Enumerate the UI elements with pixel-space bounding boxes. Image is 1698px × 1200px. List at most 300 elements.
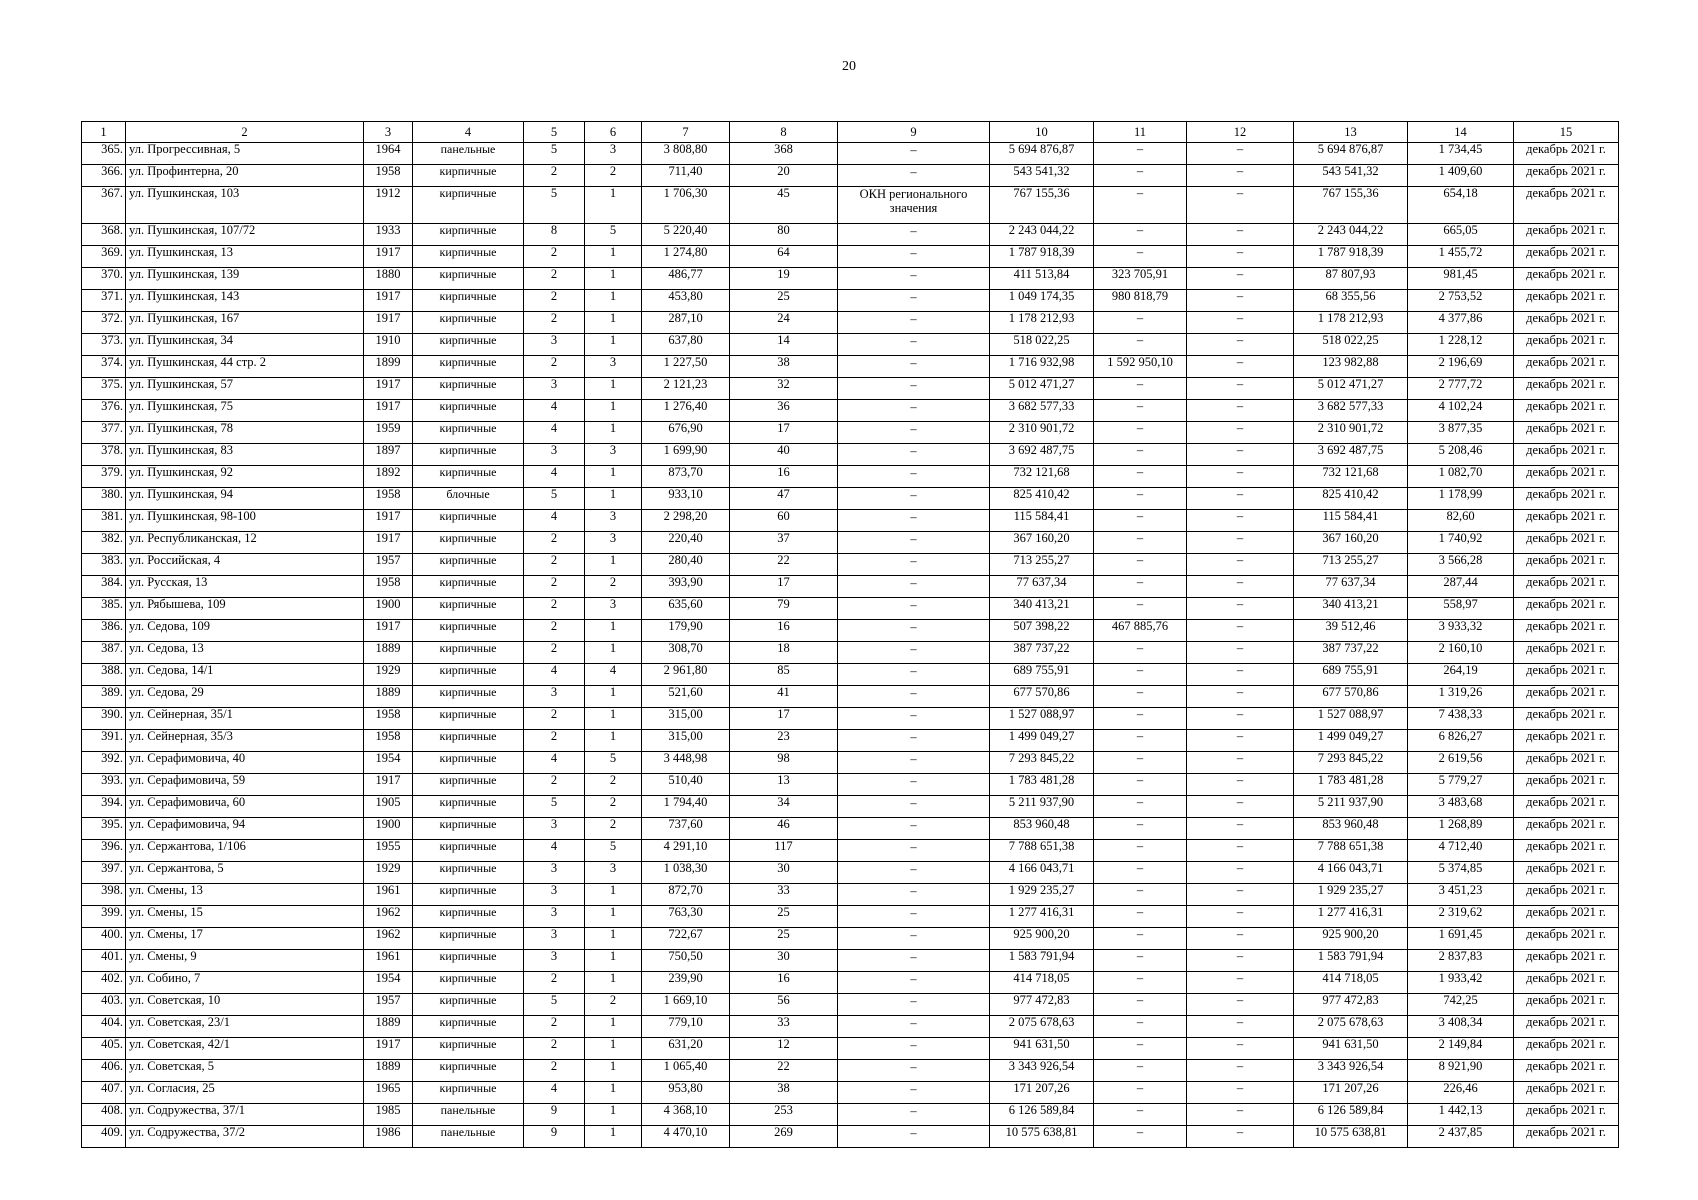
row-number-cell: 395.: [82, 818, 126, 840]
column-number-header: 3: [364, 122, 413, 143]
floors-cell: 9: [524, 1104, 585, 1126]
deadline-cell: декабрь 2021 г.: [1514, 334, 1619, 356]
entrances-cell: 3: [585, 532, 642, 554]
cost-col13-cell: 1 929 235,27: [1294, 884, 1408, 906]
cost-per-unit-cell: 4 377,86: [1408, 312, 1514, 334]
cost-per-unit-cell: 742,25: [1408, 994, 1514, 1016]
year-cell: 1957: [364, 554, 413, 576]
area-cell: 637,80: [642, 334, 730, 356]
heritage-status-cell: –: [838, 532, 990, 554]
deadline-cell: декабрь 2021 г.: [1514, 224, 1619, 246]
year-cell: 1917: [364, 620, 413, 642]
heritage-status-cell: –: [838, 642, 990, 664]
address-cell: ул. Смены, 17: [126, 928, 364, 950]
row-number-cell: 400.: [82, 928, 126, 950]
entrances-cell: 5: [585, 840, 642, 862]
residents-cell: 22: [730, 554, 838, 576]
deadline-cell: декабрь 2021 г.: [1514, 422, 1619, 444]
cost-col11-cell: –: [1094, 774, 1187, 796]
cost-col11-cell: –: [1094, 143, 1187, 165]
area-cell: 953,80: [642, 1082, 730, 1104]
heritage-status-cell: –: [838, 862, 990, 884]
heritage-status-cell: –: [838, 400, 990, 422]
floors-cell: 2: [524, 576, 585, 598]
cost-per-unit-cell: 2 619,56: [1408, 752, 1514, 774]
entrances-cell: 2: [585, 774, 642, 796]
entrances-cell: 1: [585, 334, 642, 356]
wall-material-cell: кирпичные: [413, 290, 524, 312]
table-row: [82, 884, 1619, 906]
wall-material-cell: кирпичные: [413, 1038, 524, 1060]
cost-col13-cell: 387 737,22: [1294, 642, 1408, 664]
cost-col13-cell: 1 277 416,31: [1294, 906, 1408, 928]
cost-col13-cell: 4 166 043,71: [1294, 862, 1408, 884]
cost-col13-cell: 1 787 918,39: [1294, 246, 1408, 268]
cost-col13-cell: 123 982,88: [1294, 356, 1408, 378]
address-cell: ул. Седова, 14/1: [126, 664, 364, 686]
cost-col12-cell: –: [1187, 378, 1294, 400]
address-cell: ул. Профинтерна, 20: [126, 165, 364, 187]
heritage-status-cell: –: [838, 752, 990, 774]
cost-col12-cell: –: [1187, 268, 1294, 290]
address-cell: ул. Серафимовича, 59: [126, 774, 364, 796]
address-cell: ул. Серафимовича, 94: [126, 818, 364, 840]
address-cell: ул. Седова, 13: [126, 642, 364, 664]
residents-cell: 25: [730, 906, 838, 928]
cost-col13-cell: 2 310 901,72: [1294, 422, 1408, 444]
area-cell: 1 699,90: [642, 444, 730, 466]
cost-col12-cell: –: [1187, 1016, 1294, 1038]
column-number-header: 2: [126, 122, 364, 143]
area-cell: 2 121,23: [642, 378, 730, 400]
heritage-status-cell: –: [838, 950, 990, 972]
residents-cell: 36: [730, 400, 838, 422]
cost-col13-cell: 3 692 487,75: [1294, 444, 1408, 466]
cost-per-unit-cell: 3 408,34: [1408, 1016, 1514, 1038]
cost-per-unit-cell: 3 877,35: [1408, 422, 1514, 444]
row-number-cell: 375.: [82, 378, 126, 400]
wall-material-cell: кирпичные: [413, 510, 524, 532]
deadline-cell: декабрь 2021 г.: [1514, 246, 1619, 268]
cost-col11-cell: –: [1094, 730, 1187, 752]
cost-col11-cell: –: [1094, 708, 1187, 730]
row-number-cell: 405.: [82, 1038, 126, 1060]
floors-cell: 4: [524, 400, 585, 422]
deadline-cell: декабрь 2021 г.: [1514, 165, 1619, 187]
cost-col13-cell: 825 410,42: [1294, 488, 1408, 510]
floors-cell: 3: [524, 686, 585, 708]
cost-col12-cell: –: [1187, 708, 1294, 730]
heritage-status-cell: –: [838, 1082, 990, 1104]
residents-cell: 33: [730, 884, 838, 906]
cost-per-unit-cell: 4 712,40: [1408, 840, 1514, 862]
table-row: [82, 708, 1619, 730]
entrances-cell: 1: [585, 488, 642, 510]
total-cost-cell: 10 575 638,81: [990, 1126, 1094, 1148]
residents-cell: 47: [730, 488, 838, 510]
cost-per-unit-cell: 1 268,89: [1408, 818, 1514, 840]
deadline-cell: декабрь 2021 г.: [1514, 642, 1619, 664]
area-cell: 1 227,50: [642, 356, 730, 378]
floors-cell: 2: [524, 620, 585, 642]
cost-col13-cell: 10 575 638,81: [1294, 1126, 1408, 1148]
heritage-status-cell: –: [838, 972, 990, 994]
entrances-cell: 3: [585, 510, 642, 532]
cost-col12-cell: –: [1187, 796, 1294, 818]
deadline-cell: декабрь 2021 г.: [1514, 532, 1619, 554]
year-cell: 1958: [364, 576, 413, 598]
area-cell: 453,80: [642, 290, 730, 312]
heritage-status-cell: –: [838, 818, 990, 840]
year-cell: 1954: [364, 972, 413, 994]
heritage-status-cell: –: [838, 576, 990, 598]
cost-per-unit-cell: 2 149,84: [1408, 1038, 1514, 1060]
residents-cell: 80: [730, 224, 838, 246]
year-cell: 1917: [364, 246, 413, 268]
table-row: [82, 312, 1619, 334]
cost-col11-cell: –: [1094, 466, 1187, 488]
cost-col13-cell: 5 694 876,87: [1294, 143, 1408, 165]
area-cell: 711,40: [642, 165, 730, 187]
heritage-status-cell: –: [838, 510, 990, 532]
residents-cell: 32: [730, 378, 838, 400]
total-cost-cell: 1 583 791,94: [990, 950, 1094, 972]
heritage-status-cell: –: [838, 1060, 990, 1082]
area-cell: 287,10: [642, 312, 730, 334]
total-cost-cell: 171 207,26: [990, 1082, 1094, 1104]
year-cell: 1917: [364, 378, 413, 400]
residents-cell: 79: [730, 598, 838, 620]
cost-col12-cell: –: [1187, 290, 1294, 312]
row-number-cell: 399.: [82, 906, 126, 928]
cost-per-unit-cell: 654,18: [1408, 187, 1514, 224]
cost-col13-cell: 925 900,20: [1294, 928, 1408, 950]
cost-col13-cell: 941 631,50: [1294, 1038, 1408, 1060]
table-row: [82, 400, 1619, 422]
entrances-cell: 1: [585, 972, 642, 994]
cost-per-unit-cell: 1 319,26: [1408, 686, 1514, 708]
table-row: [82, 862, 1619, 884]
wall-material-cell: кирпичные: [413, 972, 524, 994]
entrances-cell: 1: [585, 378, 642, 400]
heritage-status-cell: –: [838, 664, 990, 686]
table-body: [82, 143, 1619, 1148]
residents-cell: 16: [730, 466, 838, 488]
address-cell: ул. Пушкинская, 103: [126, 187, 364, 224]
cost-per-unit-cell: 2 753,52: [1408, 290, 1514, 312]
cost-per-unit-cell: 2 837,83: [1408, 950, 1514, 972]
table-row: [82, 165, 1619, 187]
address-cell: ул. Пушкинская, 167: [126, 312, 364, 334]
deadline-cell: декабрь 2021 г.: [1514, 906, 1619, 928]
deadline-cell: декабрь 2021 г.: [1514, 1060, 1619, 1082]
deadline-cell: декабрь 2021 г.: [1514, 143, 1619, 165]
row-number-cell: 407.: [82, 1082, 126, 1104]
deadline-cell: декабрь 2021 г.: [1514, 378, 1619, 400]
area-cell: 1 065,40: [642, 1060, 730, 1082]
total-cost-cell: 518 022,25: [990, 334, 1094, 356]
wall-material-cell: кирпичные: [413, 268, 524, 290]
heritage-status-cell: –: [838, 422, 990, 444]
cost-col13-cell: 732 121,68: [1294, 466, 1408, 488]
residents-cell: 40: [730, 444, 838, 466]
column-number-header: 1: [82, 122, 126, 143]
wall-material-cell: панельные: [413, 1126, 524, 1148]
year-cell: 1900: [364, 598, 413, 620]
area-cell: 179,90: [642, 620, 730, 642]
address-cell: ул. Пушкинская, 107/72: [126, 224, 364, 246]
total-cost-cell: 7 788 651,38: [990, 840, 1094, 862]
area-cell: 486,77: [642, 268, 730, 290]
table-row: [82, 246, 1619, 268]
cost-col12-cell: –: [1187, 1038, 1294, 1060]
total-cost-cell: 825 410,42: [990, 488, 1094, 510]
address-cell: ул. Пушкинская, 98-100: [126, 510, 364, 532]
entrances-cell: 1: [585, 246, 642, 268]
row-number-cell: 371.: [82, 290, 126, 312]
year-cell: 1955: [364, 840, 413, 862]
row-number-cell: 401.: [82, 950, 126, 972]
floors-cell: 5: [524, 994, 585, 1016]
cost-col12-cell: –: [1187, 884, 1294, 906]
column-number-header: 15: [1514, 122, 1619, 143]
entrances-cell: 1: [585, 290, 642, 312]
cost-col11-cell: –: [1094, 928, 1187, 950]
floors-cell: 2: [524, 1038, 585, 1060]
cost-per-unit-cell: 2 777,72: [1408, 378, 1514, 400]
area-cell: 510,40: [642, 774, 730, 796]
cost-col13-cell: 39 512,46: [1294, 620, 1408, 642]
table-row: [82, 422, 1619, 444]
residents-cell: 25: [730, 928, 838, 950]
wall-material-cell: кирпичные: [413, 466, 524, 488]
table-row: [82, 796, 1619, 818]
year-cell: 1957: [364, 994, 413, 1016]
address-cell: ул. Советская, 10: [126, 994, 364, 1016]
wall-material-cell: кирпичные: [413, 752, 524, 774]
cost-col13-cell: 77 637,34: [1294, 576, 1408, 598]
residents-cell: 17: [730, 422, 838, 444]
total-cost-cell: 977 472,83: [990, 994, 1094, 1016]
row-number-cell: 376.: [82, 400, 126, 422]
residents-cell: 98: [730, 752, 838, 774]
column-number-header: 10: [990, 122, 1094, 143]
table-row: [82, 1082, 1619, 1104]
housing-register-table: [81, 121, 1619, 1148]
year-cell: 1962: [364, 928, 413, 950]
floors-cell: 4: [524, 840, 585, 862]
address-cell: ул. Серафимовича, 40: [126, 752, 364, 774]
cost-col12-cell: –: [1187, 928, 1294, 950]
cost-col12-cell: –: [1187, 334, 1294, 356]
entrances-cell: 1: [585, 1038, 642, 1060]
deadline-cell: декабрь 2021 г.: [1514, 290, 1619, 312]
year-cell: 1889: [364, 1016, 413, 1038]
total-cost-cell: 1 716 932,98: [990, 356, 1094, 378]
floors-cell: 2: [524, 642, 585, 664]
address-cell: ул. Прогрессивная, 5: [126, 143, 364, 165]
cost-col12-cell: –: [1187, 466, 1294, 488]
row-number-cell: 380.: [82, 488, 126, 510]
cost-col13-cell: 340 413,21: [1294, 598, 1408, 620]
row-number-cell: 374.: [82, 356, 126, 378]
floors-cell: 2: [524, 312, 585, 334]
total-cost-cell: 1 277 416,31: [990, 906, 1094, 928]
year-cell: 1933: [364, 224, 413, 246]
year-cell: 1910: [364, 334, 413, 356]
heritage-status-cell: –: [838, 1038, 990, 1060]
cost-col12-cell: –: [1187, 1082, 1294, 1104]
address-cell: ул. Пушкинская, 94: [126, 488, 364, 510]
floors-cell: 3: [524, 862, 585, 884]
heritage-status-cell: –: [838, 224, 990, 246]
cost-col13-cell: 5 012 471,27: [1294, 378, 1408, 400]
deadline-cell: декабрь 2021 г.: [1514, 972, 1619, 994]
residents-cell: 64: [730, 246, 838, 268]
row-number-cell: 369.: [82, 246, 126, 268]
entrances-cell: 1: [585, 466, 642, 488]
year-cell: 1880: [364, 268, 413, 290]
area-cell: 1 794,40: [642, 796, 730, 818]
cost-col12-cell: –: [1187, 752, 1294, 774]
cost-col12-cell: –: [1187, 840, 1294, 862]
cost-per-unit-cell: 2 196,69: [1408, 356, 1514, 378]
heritage-status-cell: –: [838, 444, 990, 466]
floors-cell: 2: [524, 290, 585, 312]
total-cost-cell: 3 682 577,33: [990, 400, 1094, 422]
area-cell: 872,70: [642, 884, 730, 906]
cost-col13-cell: 767 155,36: [1294, 187, 1408, 224]
entrances-cell: 2: [585, 796, 642, 818]
area-cell: 631,20: [642, 1038, 730, 1060]
total-cost-cell: 3 692 487,75: [990, 444, 1094, 466]
residents-cell: 30: [730, 950, 838, 972]
entrances-cell: 2: [585, 576, 642, 598]
cost-col13-cell: 977 472,83: [1294, 994, 1408, 1016]
table-row: [82, 334, 1619, 356]
cost-col12-cell: –: [1187, 488, 1294, 510]
wall-material-cell: кирпичные: [413, 187, 524, 224]
floors-cell: 4: [524, 752, 585, 774]
floors-cell: 3: [524, 928, 585, 950]
entrances-cell: 1: [585, 686, 642, 708]
address-cell: ул. Пушкинская, 13: [126, 246, 364, 268]
cost-per-unit-cell: 665,05: [1408, 224, 1514, 246]
entrances-cell: 3: [585, 444, 642, 466]
year-cell: 1917: [364, 774, 413, 796]
heritage-status-cell: –: [838, 488, 990, 510]
heritage-status-cell: –: [838, 334, 990, 356]
deadline-cell: декабрь 2021 г.: [1514, 730, 1619, 752]
year-cell: 1959: [364, 422, 413, 444]
wall-material-cell: кирпичные: [413, 312, 524, 334]
address-cell: ул. Сержантова, 5: [126, 862, 364, 884]
cost-col13-cell: 689 755,91: [1294, 664, 1408, 686]
cost-per-unit-cell: 2 319,62: [1408, 906, 1514, 928]
heritage-status-cell: –: [838, 378, 990, 400]
deadline-cell: декабрь 2021 г.: [1514, 268, 1619, 290]
total-cost-cell: 1 783 481,28: [990, 774, 1094, 796]
wall-material-cell: кирпичные: [413, 642, 524, 664]
area-cell: 4 291,10: [642, 840, 730, 862]
residents-cell: 56: [730, 994, 838, 1016]
deadline-cell: декабрь 2021 г.: [1514, 620, 1619, 642]
entrances-cell: 1: [585, 400, 642, 422]
table-row: [82, 686, 1619, 708]
address-cell: ул. Смены, 9: [126, 950, 364, 972]
cost-col11-cell: –: [1094, 1126, 1187, 1148]
address-cell: ул. Пушкинская, 143: [126, 290, 364, 312]
cost-col13-cell: 518 022,25: [1294, 334, 1408, 356]
area-cell: 4 470,10: [642, 1126, 730, 1148]
area-cell: 1 038,30: [642, 862, 730, 884]
address-cell: ул. Седова, 29: [126, 686, 364, 708]
residents-cell: 45: [730, 187, 838, 224]
wall-material-cell: кирпичные: [413, 165, 524, 187]
row-number-cell: 393.: [82, 774, 126, 796]
cost-col11-cell: 1 592 950,10: [1094, 356, 1187, 378]
wall-material-cell: кирпичные: [413, 818, 524, 840]
total-cost-cell: 414 718,05: [990, 972, 1094, 994]
floors-cell: 3: [524, 444, 585, 466]
wall-material-cell: кирпичные: [413, 378, 524, 400]
year-cell: 1917: [364, 1038, 413, 1060]
table-row: [82, 1038, 1619, 1060]
residents-cell: 33: [730, 1016, 838, 1038]
cost-col13-cell: 6 126 589,84: [1294, 1104, 1408, 1126]
row-number-cell: 390.: [82, 708, 126, 730]
floors-cell: 2: [524, 246, 585, 268]
table-row: [82, 620, 1619, 642]
row-number-cell: 377.: [82, 422, 126, 444]
floors-cell: 3: [524, 334, 585, 356]
table-row: [82, 576, 1619, 598]
row-number-cell: 372.: [82, 312, 126, 334]
cost-col13-cell: 414 718,05: [1294, 972, 1408, 994]
cost-col11-cell: 323 705,91: [1094, 268, 1187, 290]
table-row: [82, 187, 1619, 224]
cost-col12-cell: –: [1187, 1104, 1294, 1126]
residents-cell: 41: [730, 686, 838, 708]
heritage-status-cell: –: [838, 796, 990, 818]
cost-per-unit-cell: 558,97: [1408, 598, 1514, 620]
row-number-cell: 386.: [82, 620, 126, 642]
address-cell: ул. Седова, 109: [126, 620, 364, 642]
cost-per-unit-cell: 3 483,68: [1408, 796, 1514, 818]
table-row: [82, 840, 1619, 862]
cost-col12-cell: –: [1187, 774, 1294, 796]
cost-col11-cell: –: [1094, 576, 1187, 598]
heritage-status-cell: –: [838, 840, 990, 862]
year-cell: 1897: [364, 444, 413, 466]
heritage-status-cell: –: [838, 774, 990, 796]
cost-per-unit-cell: 2 437,85: [1408, 1126, 1514, 1148]
table-row: [82, 143, 1619, 165]
cost-per-unit-cell: 2 160,10: [1408, 642, 1514, 664]
total-cost-cell: 367 160,20: [990, 532, 1094, 554]
table-row: [82, 598, 1619, 620]
column-number-header: 14: [1408, 122, 1514, 143]
cost-col11-cell: –: [1094, 598, 1187, 620]
residents-cell: 269: [730, 1126, 838, 1148]
row-number-cell: 406.: [82, 1060, 126, 1082]
year-cell: 1958: [364, 165, 413, 187]
total-cost-cell: 5 012 471,27: [990, 378, 1094, 400]
address-cell: ул. Пушкинская, 57: [126, 378, 364, 400]
address-cell: ул. Содружества, 37/1: [126, 1104, 364, 1126]
deadline-cell: декабрь 2021 г.: [1514, 356, 1619, 378]
residents-cell: 30: [730, 862, 838, 884]
